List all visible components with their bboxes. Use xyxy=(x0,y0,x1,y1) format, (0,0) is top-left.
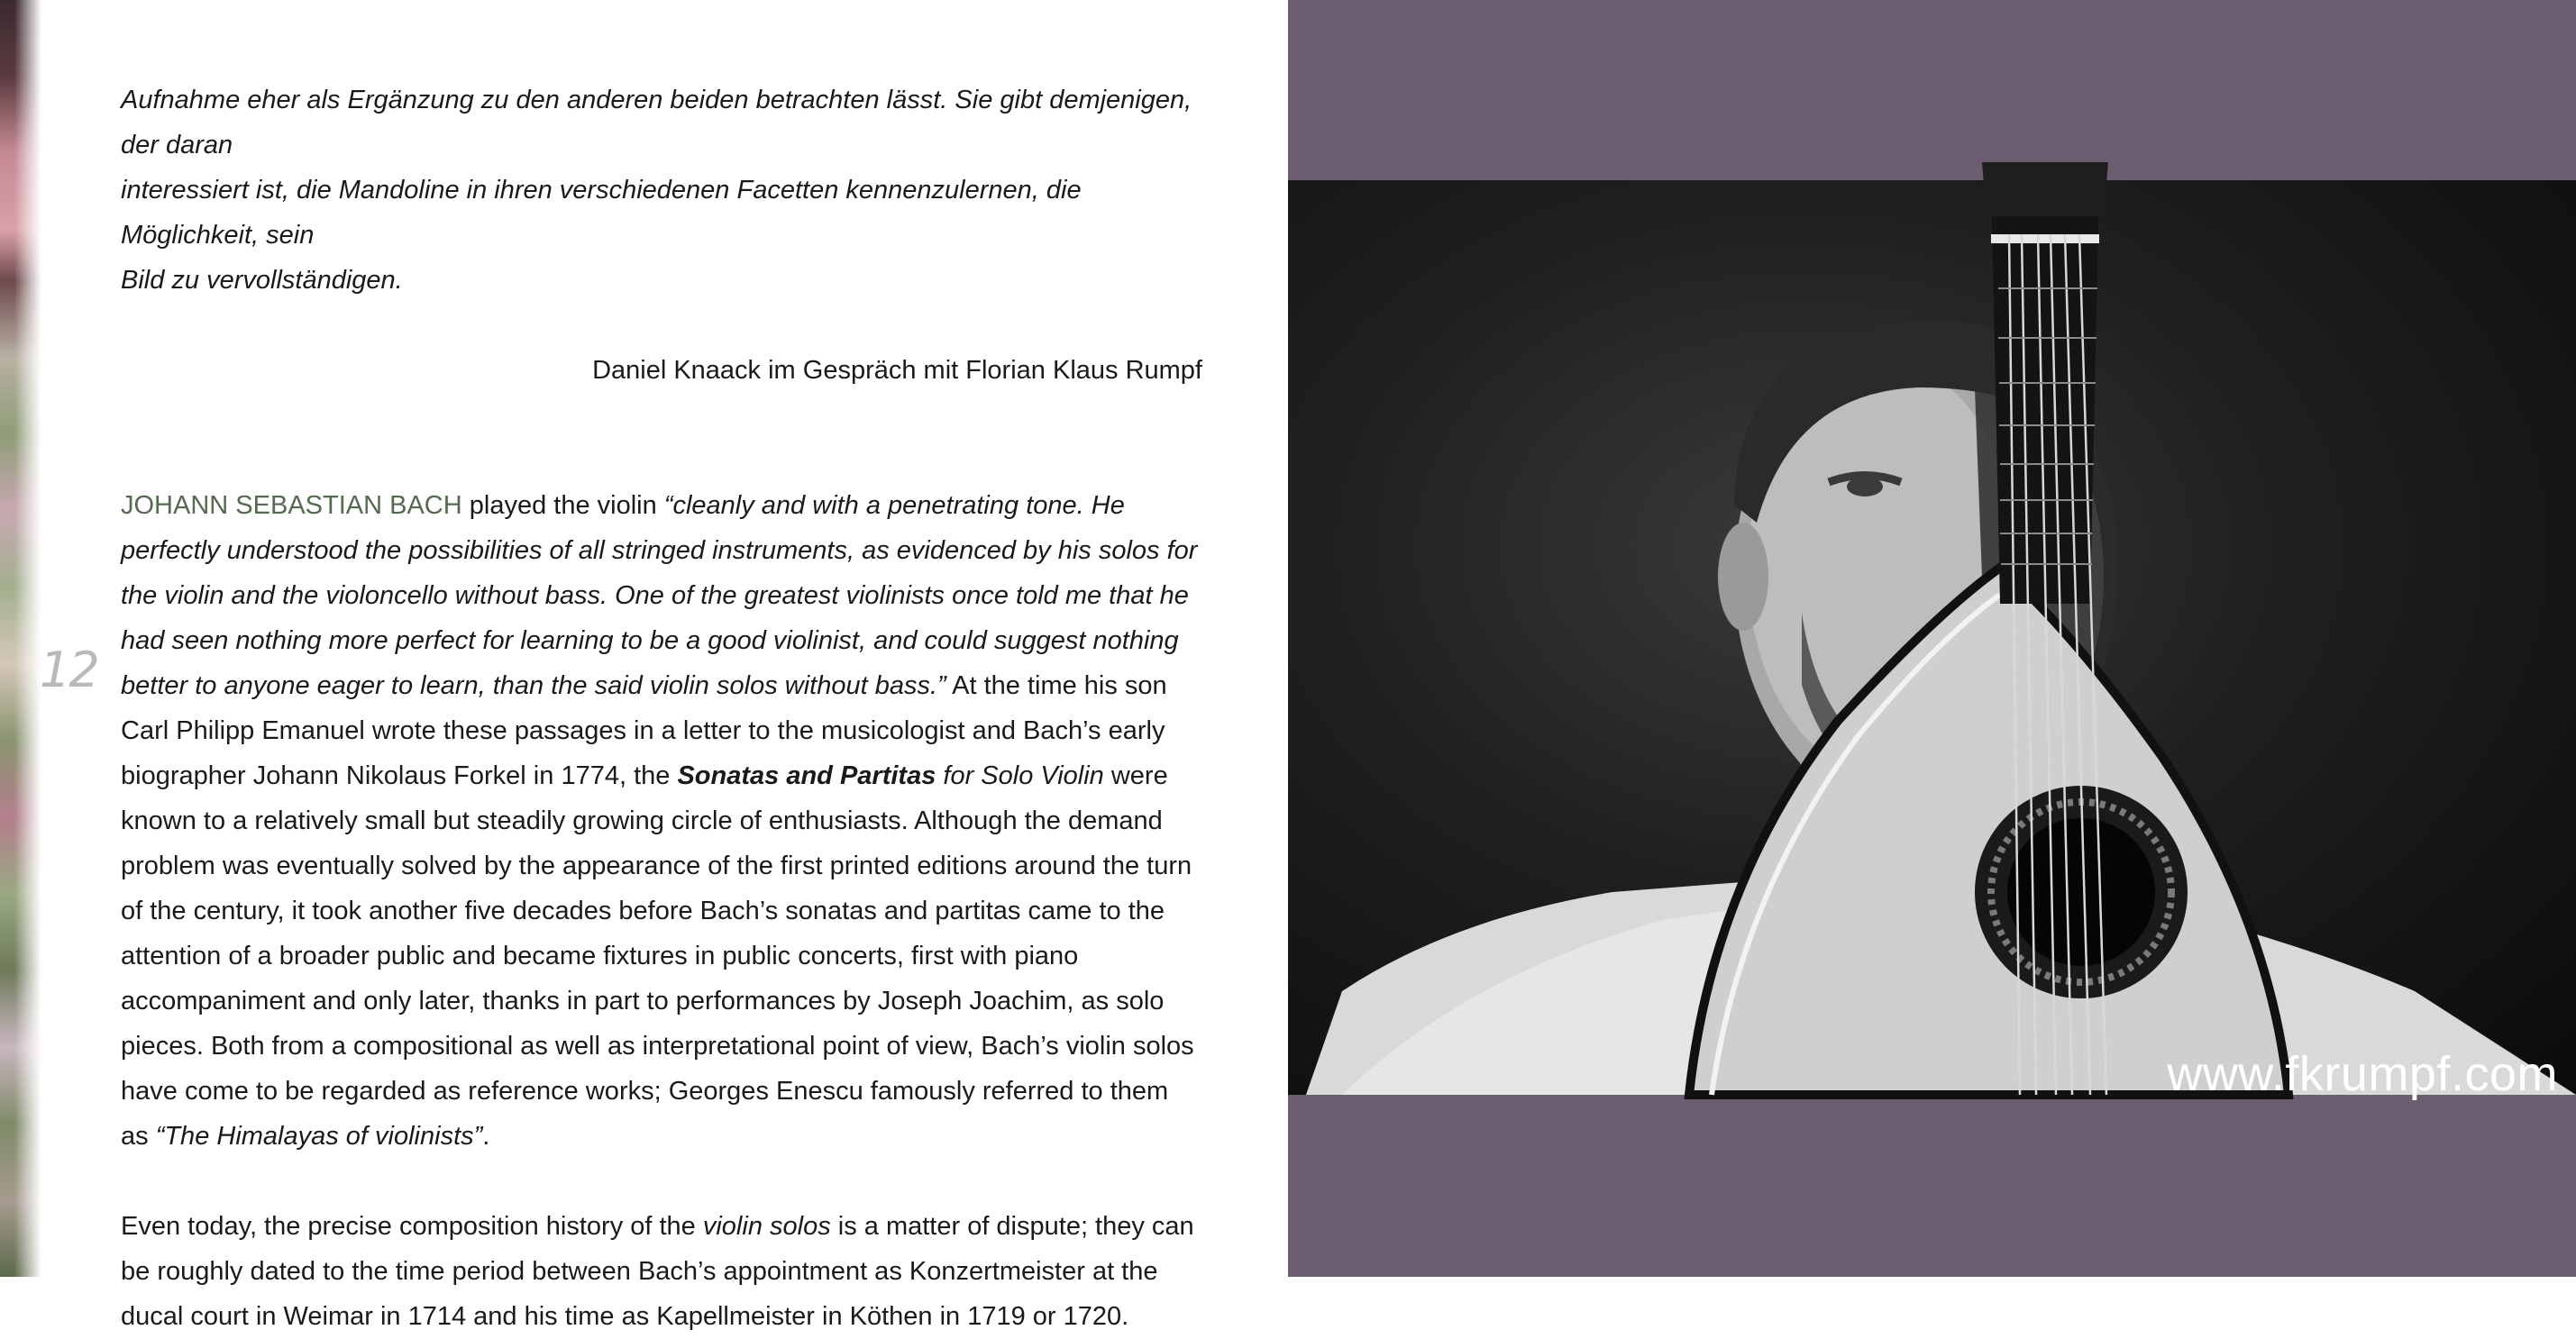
intro-paragraph xyxy=(121,77,1202,303)
main-text-3: were known to a relatively small but steadily growing circle of enthusiasts. Although the demand problem was eventually solved by the appearance of the first printed editions around the turn of the century, it took another five decades before Bach’s sonatas and partitas came to the attention of a broader public and became fixtures in public concerts, first with piano accompaniment and only later, thanks in part to performances by Joseph Joachim, as solo pieces. Both from a compositional as well as interpretational point of view, Bach’s violin solos have come to be regarded as reference works; Georges Enescu famously referred to them as xyxy=(121,761,1194,1151)
intro-line-2: interessiert ist, die Mandoline in ihren verschiedenen Facetten kennenzulernen, die Möglichkeit, sein xyxy=(121,176,1082,250)
page-number: 12 xyxy=(40,642,98,698)
mandolin-headstock xyxy=(1982,162,2108,216)
main-text-1: played the violin xyxy=(461,491,664,520)
portrait-photo xyxy=(1288,180,2576,1101)
work-title-bold: Sonatas and Partitas xyxy=(677,761,936,790)
history-text-2: is a matter of dispute; they can be roughly dated to the time period between Bach’s appointment as Konzertmeister at the ducal court in Weimar in 1714 and his time as Kapellmeister in Köthen in 1719 or 1720. xyxy=(121,1212,1194,1331)
bach-quote: “cleanly and with a penetrating tone. He perfectly understood the possibilities of all stringed instruments, as evidenced by his solos for the violin and the violoncello without bass. One of the greatest violinists once told me that he had seen nothing more perfect for learning to be a good violinist, and could suggest nothing better to anyone eager to learn, than the said violin solos without bass.” xyxy=(121,491,1198,700)
text-column xyxy=(121,77,1202,1339)
decorative-floral-strip xyxy=(0,0,41,1277)
main-paragraph xyxy=(121,483,1202,1159)
violin-solos-italic: violin solos xyxy=(702,1212,831,1241)
portrait-illustration xyxy=(1288,180,2576,1095)
main-text-2: At the time his son Carl Philipp Emanuel wrote these passages in a letter to the musicologist and Bach’s early biographer Johann Nikolaus Forkel in 1774, the xyxy=(121,671,1167,790)
intro-line-1: Aufnahme eher als Ergänzung zu den anderen beiden betrachten lässt. Sie gibt demjenigen, der daran xyxy=(121,86,1192,159)
sound-hole xyxy=(2007,818,2155,966)
website-url: www.fkrumpf.com xyxy=(2167,1047,2558,1101)
composer-name: JOHANN SEBASTIAN BACH xyxy=(121,491,462,520)
enescu-quote: “The Himalayas of violinists” xyxy=(155,1122,483,1151)
work-title-italic: for Solo Violin xyxy=(936,761,1104,790)
interview-attribution: Daniel Knaack im Gespräch mit Florian Klaus Rumpf xyxy=(592,356,1202,385)
ear-shape xyxy=(1718,523,1768,631)
main-text-4: . xyxy=(482,1122,490,1151)
history-paragraph xyxy=(121,1204,1202,1339)
history-text-1: Even today, the precise composition history of the xyxy=(121,1212,703,1241)
intro-line-3: Bild zu vervollständigen. xyxy=(121,266,403,295)
mandolin-nut xyxy=(1991,234,2099,243)
eye xyxy=(1847,477,1883,496)
right-panel xyxy=(1288,0,2576,1277)
